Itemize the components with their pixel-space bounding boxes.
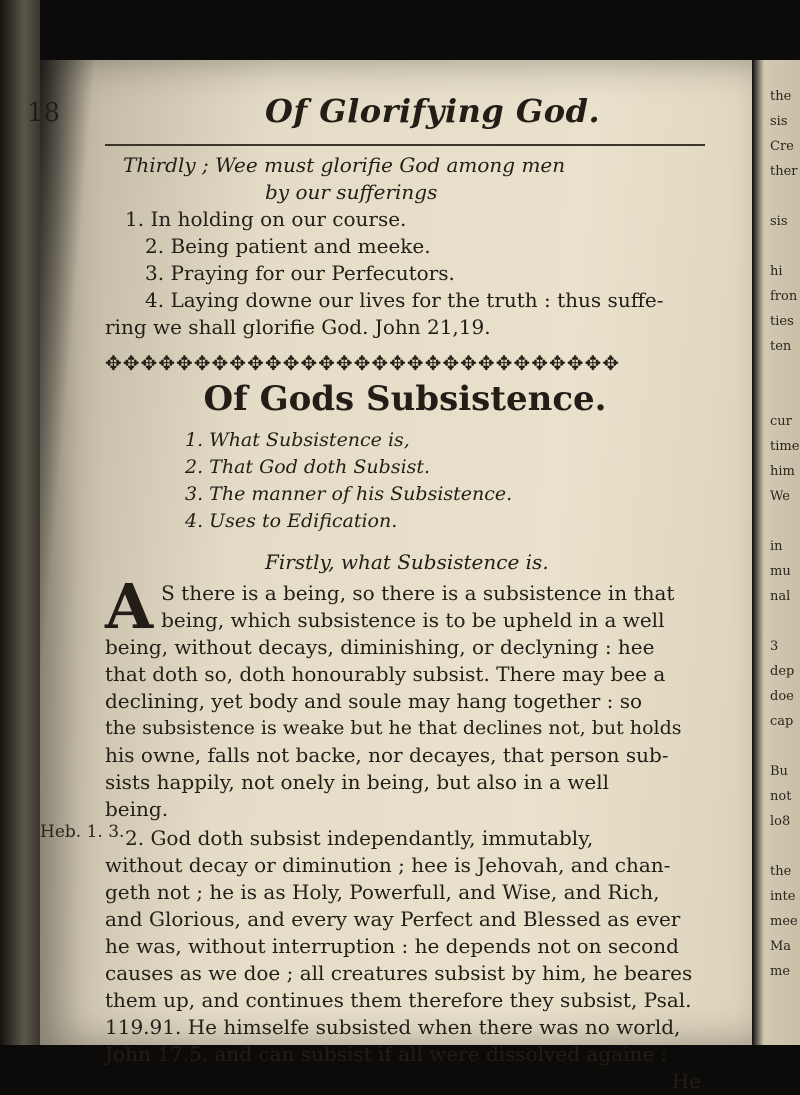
facing-page-fragment: Cre	[770, 139, 794, 154]
facing-page-fragment: him	[770, 464, 795, 479]
drop-capital: A	[105, 570, 154, 643]
facing-page-fragment: ten	[770, 339, 792, 354]
facing-page-fragment: mu	[770, 564, 791, 579]
paragraph-2-line: 119.91. He himselfe subsisted when there was no world,	[105, 1015, 681, 1039]
running-head: Of Glorifying God.	[265, 92, 601, 130]
paragraph-1	[105, 570, 705, 823]
facing-page-fragment: mee	[770, 914, 798, 929]
facing-page-fragment: sis	[770, 114, 788, 129]
decorative-ornament-rule: ✥✥✥✥✥✥✥✥✥✥✥✥✥✥✥✥✥✥✥✥✥✥✥✥✥✥✥✥✥	[105, 351, 620, 375]
paragraph-2-line: and Glorious, and every way Perfect and Blessed as ever	[105, 907, 681, 931]
facing-page-fragment: cur	[770, 414, 792, 429]
section-title: Of Gods Subsistence.	[203, 379, 607, 419]
paragraph-2-line: 2. God doth subsist independantly, immutably,	[125, 826, 594, 850]
section-item-1: 1. What Subsistence is,	[185, 429, 410, 451]
paragraph-2-line: geth not ; he is as Holy, Powerfull, and Wise, and Rich,	[105, 880, 660, 904]
facing-page-fragment: doe	[770, 689, 794, 704]
section-item-3: 3. The manner of his Subsistence.	[185, 483, 513, 505]
point-4a: 4. Laying downe our lives for the truth : thus suffe-	[145, 288, 664, 312]
point-1: 1. In holding on our course.	[125, 207, 407, 231]
facing-page-fragment: cap	[770, 714, 794, 729]
facing-page-fragment: Bu	[770, 764, 788, 779]
facing-page-fragment: We	[770, 489, 790, 504]
book-gutter	[0, 0, 40, 1045]
facing-page-fragment: lo8	[770, 814, 791, 829]
margin-note-reference: Heb. 1. 3.	[40, 822, 125, 842]
facing-page-fragment: nal	[770, 589, 791, 604]
firstly-heading: Firstly, what Subsistence is.	[265, 550, 549, 574]
facing-page-fragment: Ma	[770, 939, 792, 954]
facing-page-fragment: inte	[770, 889, 796, 904]
facing-page-fragment: dep	[770, 664, 795, 679]
facing-page-fragment: sis	[770, 214, 788, 229]
catchword: He	[671, 1069, 701, 1093]
paragraph-1-line: being.	[105, 797, 169, 821]
facing-page-fragment: me	[770, 964, 791, 979]
page-header	[27, 92, 705, 146]
page-number: 18	[27, 98, 61, 128]
facing-page-fragment: the	[770, 864, 792, 879]
section-item-4: 4. Uses to Edification.	[185, 510, 398, 532]
paragraph-2-line: he was, without interruption : he depends not on second	[105, 934, 679, 958]
facing-page-fragment: fron	[770, 289, 798, 304]
point-3: 3. Praying for our Perfecutors.	[145, 261, 455, 285]
facing-page-fragment: time	[770, 439, 800, 454]
paragraph-2-line: John 17.5. and can subsist if all were dissolved againe :	[105, 1042, 668, 1066]
point-intro: Thirdly ; Wee must glorifie God among men	[123, 153, 566, 177]
point-4b: ring we shall glorifie God. John 21,19.	[105, 315, 491, 339]
paragraph-2-line: them up, and continues them therefore they subsist, Psal.	[105, 988, 692, 1012]
facing-page-edge	[752, 60, 800, 1045]
paragraph-1-line: declining, yet body and soule may hang together : so	[105, 689, 643, 713]
facing-page-fragment: ther	[770, 164, 798, 179]
facing-page-fragment: hi	[770, 264, 783, 279]
facing-page-fragment: 3	[770, 639, 779, 654]
facing-page-fragment: not	[770, 789, 792, 804]
section-item-2: 2. That God doth Subsist.	[185, 456, 431, 478]
point-intro-cont: by our sufferings	[265, 180, 438, 204]
paragraph-2-line: causes as we doe ; all creatures subsist by him, he beares	[105, 961, 693, 985]
paragraph-1-line: the subsistence is weake but he that declines not, but holds	[105, 717, 682, 739]
facing-page-fragment: in	[770, 539, 783, 554]
point-2: 2. Being patient and meeke.	[145, 234, 431, 258]
paragraph-1-line: his owne, falls not backe, nor decayes, that person sub-	[105, 743, 669, 767]
paragraph-2-line: without decay or diminution ; hee is Jehovah, and chan-	[105, 853, 671, 877]
paragraph-2	[105, 825, 705, 1095]
facing-page-fragment: ties	[770, 314, 794, 329]
paragraph-1-line: that doth so, doth honourably subsist. There may bee a	[105, 662, 666, 686]
paragraph-1-line: being, which subsistence is to be upheld in a well	[161, 608, 665, 632]
paragraph-1-line: sists happily, not onely in being, but also in a well	[105, 770, 610, 794]
paragraph-1-line: S there is a being, so there is a subsistence in that	[161, 581, 675, 605]
paragraph-1-line: being, without decays, diminishing, or declyning : hee	[105, 635, 655, 659]
facing-page-fragment: the	[770, 89, 792, 104]
